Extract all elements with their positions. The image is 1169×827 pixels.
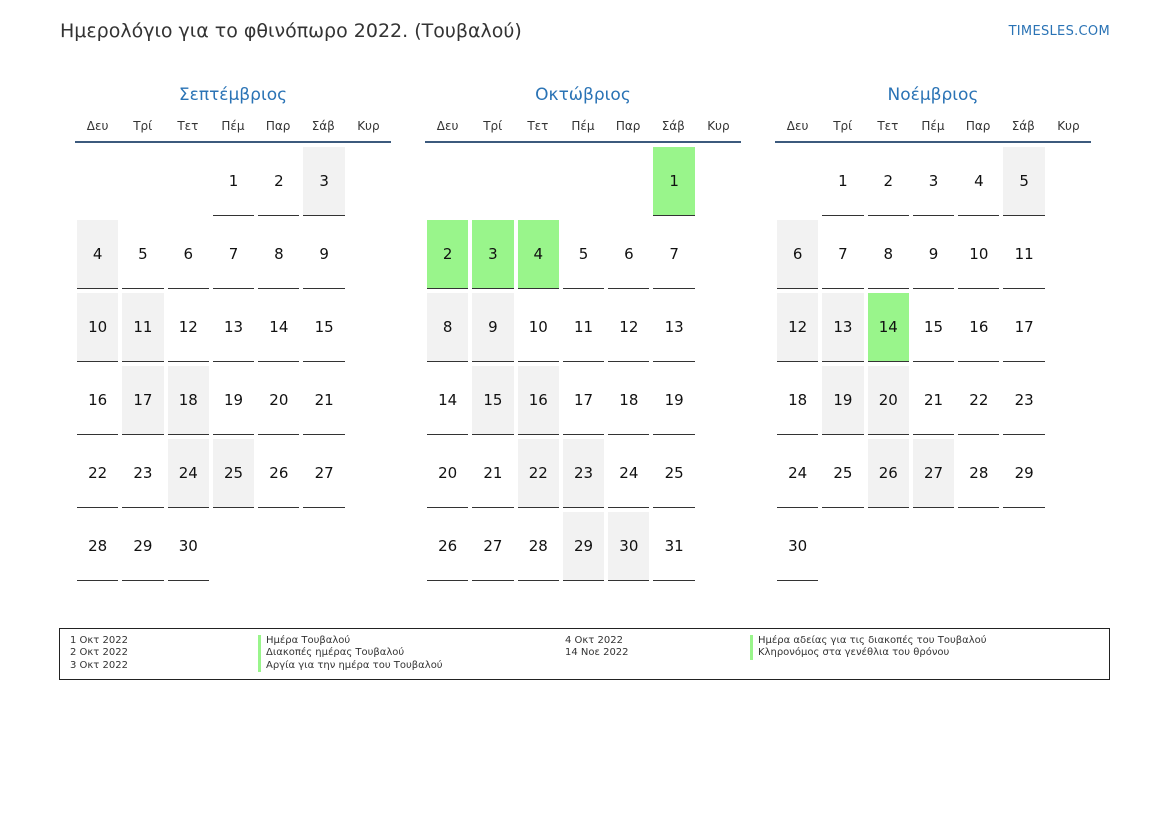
- day-cell: 13: [822, 293, 863, 362]
- empty-cell: [122, 147, 163, 216]
- empty-cell: [518, 147, 559, 216]
- legend-holiday-name: Αργία για την ημέρα του Τουβαλού: [258, 660, 443, 672]
- day-cell: 25: [213, 439, 254, 508]
- legend-date: 2 Οκτ 2022: [70, 647, 128, 659]
- day-cell: 10: [518, 293, 559, 362]
- day-cell: 2: [868, 147, 909, 216]
- holiday-day-cell: 4: [518, 220, 559, 289]
- weekday-label: Κυρ: [357, 119, 380, 133]
- day-cell: 24: [777, 439, 818, 508]
- day-cell: 23: [122, 439, 163, 508]
- day-cell: 30: [168, 512, 209, 581]
- day-cell: 12: [168, 293, 209, 362]
- day-cell: 9: [913, 220, 954, 289]
- day-cell: 14: [258, 293, 299, 362]
- day-cell: 8: [427, 293, 468, 362]
- page-title: Ημερολόγιο για το φθινόπωρο 2022. (Τουβαλού): [60, 20, 522, 42]
- day-cell: 1: [213, 147, 254, 216]
- day-cell: 29: [563, 512, 604, 581]
- day-cell: 5: [1003, 147, 1044, 216]
- day-cell: 24: [168, 439, 209, 508]
- weekday-header: [775, 116, 1091, 143]
- weekday-label: Παρ: [965, 119, 991, 133]
- day-cell: 5: [122, 220, 163, 289]
- day-cell: 8: [868, 220, 909, 289]
- empty-cell: [777, 147, 818, 216]
- legend-date: 4 Οκτ 2022: [565, 635, 623, 646]
- month-september: [75, 82, 391, 585]
- day-cell: 6: [168, 220, 209, 289]
- legend-holiday-name: Ημέρα Τουβαλού: [258, 635, 443, 647]
- holiday-day-cell: 2: [427, 220, 468, 289]
- day-cell: 17: [122, 366, 163, 435]
- day-cell: 26: [868, 439, 909, 508]
- legend-right-dates: [565, 635, 629, 660]
- empty-cell: [608, 147, 649, 216]
- holiday-day-cell: 1: [653, 147, 694, 216]
- weekday-header: [425, 116, 741, 143]
- day-cell: 29: [122, 512, 163, 581]
- day-cell: 17: [563, 366, 604, 435]
- day-cell: 3: [913, 147, 954, 216]
- month-october: [425, 82, 741, 585]
- empty-cell: [427, 147, 468, 216]
- weekday-label: Σάβ: [311, 119, 335, 133]
- day-cell: 21: [913, 366, 954, 435]
- day-cell: 30: [608, 512, 649, 581]
- day-grid: [775, 143, 1091, 585]
- day-cell: 12: [608, 293, 649, 362]
- day-cell: 22: [77, 439, 118, 508]
- day-cell: 30: [777, 512, 818, 581]
- day-cell: 27: [303, 439, 344, 508]
- weekday-label: Δευ: [436, 119, 459, 133]
- day-cell: 7: [822, 220, 863, 289]
- weekday-label: Τρί: [833, 119, 853, 133]
- weekday-label: Πέμ: [221, 119, 245, 133]
- day-grid: [75, 143, 391, 585]
- day-cell: 1: [822, 147, 863, 216]
- day-cell: 19: [653, 366, 694, 435]
- day-cell: 21: [472, 439, 513, 508]
- day-cell: 25: [822, 439, 863, 508]
- weekday-label: Σάβ: [1011, 119, 1035, 133]
- legend-left-dates: [70, 635, 128, 672]
- day-cell: 10: [958, 220, 999, 289]
- day-cell: 3: [303, 147, 344, 216]
- month-november: [775, 82, 1091, 585]
- day-cell: 13: [213, 293, 254, 362]
- day-cell: 18: [608, 366, 649, 435]
- day-cell: 16: [958, 293, 999, 362]
- weekday-header: [75, 116, 391, 143]
- weekday-label: Τρί: [133, 119, 153, 133]
- day-cell: 14: [427, 366, 468, 435]
- day-cell: 24: [608, 439, 649, 508]
- day-cell: 19: [822, 366, 863, 435]
- day-cell: 25: [653, 439, 694, 508]
- weekday-label: Παρ: [615, 119, 641, 133]
- day-cell: 11: [563, 293, 604, 362]
- day-cell: 9: [472, 293, 513, 362]
- legend-right-names: [750, 635, 987, 660]
- legend-date: 1 Οκτ 2022: [70, 635, 128, 646]
- day-cell: 27: [913, 439, 954, 508]
- day-cell: 31: [653, 512, 694, 581]
- day-cell: 21: [303, 366, 344, 435]
- holiday-day-cell: 14: [868, 293, 909, 362]
- legend-date: 3 Οκτ 2022: [70, 659, 128, 671]
- legend-holiday-name: Ημέρα αδείας για τις διακοπές του Τουβαλού: [750, 635, 987, 647]
- month-name: Νοέμβριος: [887, 85, 979, 105]
- day-cell: 5: [563, 220, 604, 289]
- day-cell: 17: [1003, 293, 1044, 362]
- day-cell: 7: [653, 220, 694, 289]
- day-cell: 26: [258, 439, 299, 508]
- weekday-label: Δευ: [86, 119, 109, 133]
- empty-cell: [472, 147, 513, 216]
- day-cell: 4: [958, 147, 999, 216]
- day-cell: 27: [472, 512, 513, 581]
- day-cell: 22: [518, 439, 559, 508]
- day-cell: 10: [77, 293, 118, 362]
- weekday-label: Παρ: [265, 119, 291, 133]
- day-cell: 7: [213, 220, 254, 289]
- day-cell: 11: [1003, 220, 1044, 289]
- weekday-label: Πέμ: [571, 119, 595, 133]
- weekday-label: Σάβ: [661, 119, 685, 133]
- day-cell: 28: [958, 439, 999, 508]
- day-cell: 15: [472, 366, 513, 435]
- day-cell: 26: [427, 512, 468, 581]
- day-cell: 16: [518, 366, 559, 435]
- holiday-day-cell: 3: [472, 220, 513, 289]
- day-cell: 20: [427, 439, 468, 508]
- weekday-label: Πέμ: [921, 119, 945, 133]
- weekday-label: Κυρ: [1057, 119, 1080, 133]
- day-cell: 18: [168, 366, 209, 435]
- day-cell: 16: [77, 366, 118, 435]
- day-cell: 23: [563, 439, 604, 508]
- weekday-label: Τετ: [177, 119, 199, 133]
- day-cell: 20: [258, 366, 299, 435]
- day-cell: 29: [1003, 439, 1044, 508]
- legend-holiday-name: Κληρονόμος στα γενέθλια του θρόνου: [750, 647, 987, 659]
- site-link[interactable]: TIMESLES.COM: [1008, 24, 1110, 39]
- month-name: Σεπτέμβριος: [178, 85, 288, 105]
- day-cell: 12: [777, 293, 818, 362]
- weekday-label: Τρί: [483, 119, 503, 133]
- day-cell: 28: [518, 512, 559, 581]
- day-cell: 15: [913, 293, 954, 362]
- weekday-label: Δευ: [786, 119, 809, 133]
- day-cell: 20: [868, 366, 909, 435]
- weekday-label: Τετ: [877, 119, 899, 133]
- empty-cell: [563, 147, 604, 216]
- day-cell: 6: [777, 220, 818, 289]
- day-cell: 15: [303, 293, 344, 362]
- day-cell: 2: [258, 147, 299, 216]
- day-cell: 19: [213, 366, 254, 435]
- day-cell: 11: [122, 293, 163, 362]
- day-cell: 8: [258, 220, 299, 289]
- weekday-label: Τετ: [527, 119, 549, 133]
- day-cell: 28: [77, 512, 118, 581]
- day-cell: 18: [777, 366, 818, 435]
- weekday-label: Κυρ: [707, 119, 730, 133]
- day-cell: 13: [653, 293, 694, 362]
- empty-cell: [168, 147, 209, 216]
- day-grid: [425, 143, 741, 585]
- legend-left-names: [258, 635, 443, 672]
- day-cell: 22: [958, 366, 999, 435]
- month-name: Οκτώβριος: [535, 85, 631, 105]
- day-cell: 4: [77, 220, 118, 289]
- empty-cell: [77, 147, 118, 216]
- day-cell: 9: [303, 220, 344, 289]
- legend-box: [59, 628, 1110, 680]
- legend-holiday-name: Διακοπές ημέρας Τουβαλού: [258, 647, 443, 659]
- day-cell: 6: [608, 220, 649, 289]
- day-cell: 23: [1003, 366, 1044, 435]
- legend-date: 14 Νοε 2022: [565, 647, 629, 659]
